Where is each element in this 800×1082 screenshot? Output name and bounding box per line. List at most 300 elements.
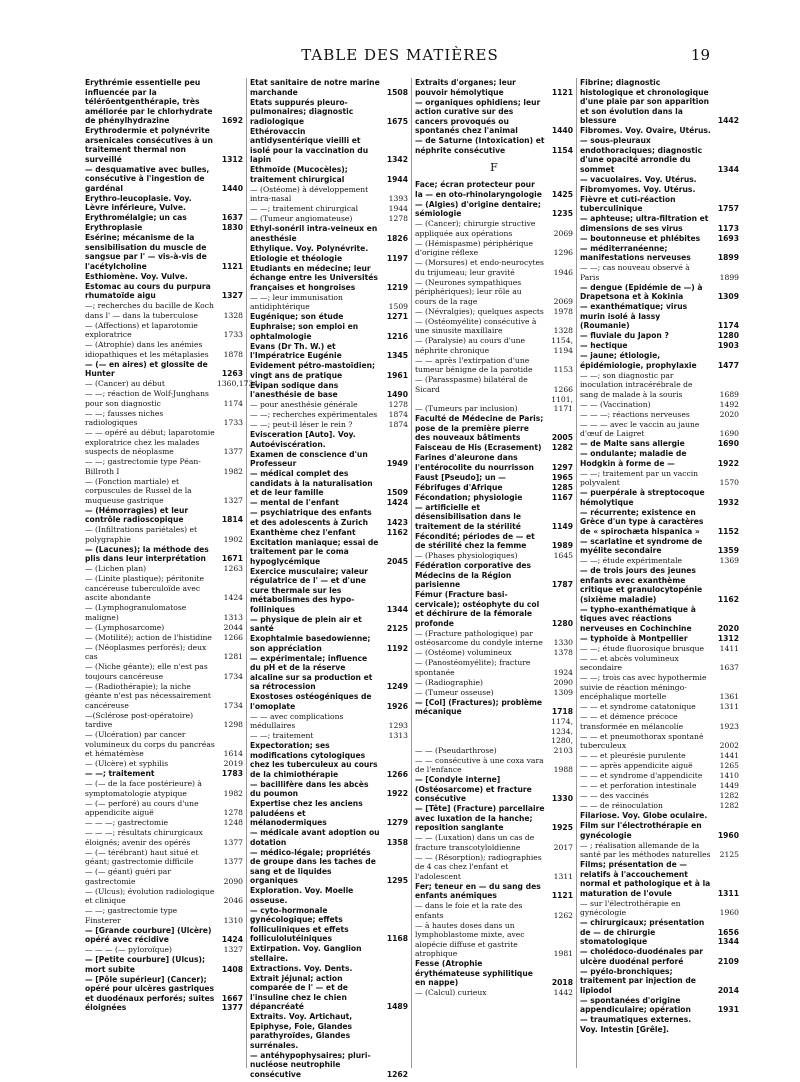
index-entry xyxy=(250,293,408,312)
entry-text: — —; son diagnostic par inoculation intracérébrale de sang de malade à la souris xyxy=(580,370,693,399)
entry-page-ref: 1174 xyxy=(717,321,739,330)
entry-page-ref: 1154 xyxy=(551,145,573,155)
entry-text: — (Lymphosarcome) xyxy=(85,622,165,632)
index-entry xyxy=(580,634,739,644)
entry-page-ref: 2014 xyxy=(717,985,739,995)
entry-text: — (Fracture pathologique) par ostéosarcome du condyle interne xyxy=(415,628,543,647)
entry-text: — —; cas nouveau observé à Paris xyxy=(580,263,690,282)
entry-text: — typhoïde à Montpellier xyxy=(580,633,688,643)
entry-text: Evipan sodique dans l'anesthésie de base xyxy=(250,380,339,399)
entry-page-ref: 1310 xyxy=(223,915,243,925)
index-entry xyxy=(85,643,243,662)
entry-text: — ; réalisation allemande de la santé par les méthodes naturelles xyxy=(580,840,711,859)
entry-text: — cyto-hormonale gynécologique; effets folliculiniques et effets folliculolutéiniques xyxy=(250,905,349,943)
entry-text: Film sur l'électrothérapie en gynécologie xyxy=(580,821,702,840)
entry-page-ref: 1219 xyxy=(386,282,408,292)
entry-page-ref: 1278 xyxy=(388,214,408,223)
entry-page-ref: 1656 1344 xyxy=(717,927,739,946)
entry-page-ref: 1489 xyxy=(386,1002,408,1011)
entry-page-ref: 1733 xyxy=(223,330,243,339)
index-entry xyxy=(250,254,408,264)
entry-text: Fièvre et cuti-réaction tuberculinique xyxy=(580,194,676,213)
index-entry xyxy=(85,633,243,643)
index-entry xyxy=(580,449,739,468)
entry-page-ref: 1965 xyxy=(551,472,573,482)
index-entry xyxy=(250,78,408,97)
entry-text: — —; recherches expérimentales xyxy=(250,410,378,419)
entry-text: Ethylique. Voy. Polynévrite. xyxy=(250,243,369,253)
index-entry xyxy=(415,775,573,804)
index-entry xyxy=(85,213,243,223)
entry-page-ref: 1981 xyxy=(553,949,573,958)
entry-text: — — des vaccinés xyxy=(580,791,649,800)
index-entry xyxy=(580,967,739,996)
entry-page-ref: 1285 xyxy=(551,482,573,492)
index-entry xyxy=(250,361,408,380)
entry-text: — —; traitement xyxy=(85,769,155,778)
index-entry xyxy=(85,389,243,408)
entry-text: — (Ulcus); évolution radiologique et clinique xyxy=(85,886,215,905)
entry-text: — scarlatine et syndrome de myélite secondaire xyxy=(580,536,703,555)
entry-page-ref: 1508 xyxy=(386,87,408,97)
entry-text: Expectoration; ses modifications cytologiques chez les tuberculeux au cours de la chimiothérapie xyxy=(250,741,378,779)
entry-page-ref: 1393 xyxy=(388,194,408,203)
entry-page-ref: 1440 xyxy=(551,126,573,135)
entry-page-ref: 2125 xyxy=(386,624,408,633)
entry-text: Fédération corporative des Médecins de la Région parisienne xyxy=(415,561,532,589)
entry-text: — dans le foie et la rate des enfants xyxy=(415,901,523,920)
entry-text: — (Néoplasmes perforés); deux cas xyxy=(85,642,207,661)
entry-text: — physique de plein air et santé xyxy=(250,614,362,633)
index-entry xyxy=(580,331,739,341)
entry-page-ref: 1192 xyxy=(386,643,408,653)
entry-text: — [Condyle interne] (Ostéosarcome) et fracture consécutive xyxy=(415,775,532,803)
entry-page-ref: 1946 xyxy=(553,267,573,277)
index-entry xyxy=(580,801,739,811)
index-entry xyxy=(580,566,739,604)
index-entry xyxy=(415,833,573,852)
entry-page-ref: 1295 xyxy=(386,876,408,885)
entry-text: — boutonneuse et phlébites xyxy=(580,233,701,243)
entry-page-ref: 1280 xyxy=(717,331,739,340)
entry-text: — — — avec le vaccin au jaune d'œuf de Laigret xyxy=(580,419,700,438)
index-entry xyxy=(250,410,408,420)
index-entry xyxy=(580,899,739,918)
entry-text: —; recherches du bacille de Koch dans l' — dans la tuberculose xyxy=(85,301,214,320)
entry-text: — (Motilité); action de l'histidine xyxy=(85,632,212,642)
entry-text: — — avec complications médullaires xyxy=(250,711,344,730)
index-entry xyxy=(85,818,243,828)
entry-page-ref: 1923 xyxy=(719,721,739,731)
entry-text: Fibromyomes. Voy. Utérus. xyxy=(580,184,696,194)
entry-page-ref: 1408 xyxy=(221,964,243,974)
entry-text: Face; écran protecteur pour la — en oto-rhinolaryngologie xyxy=(415,180,542,199)
section-letter: F xyxy=(490,161,498,174)
entry-page-ref: 1424 xyxy=(223,593,243,602)
entry-text: Evisceration [Auto]. Voy. Autoéviscération. xyxy=(250,430,356,449)
entry-page-ref: 1312 xyxy=(717,633,739,643)
index-entry xyxy=(580,439,739,449)
index-columns xyxy=(82,78,742,1079)
entry-text: Films; présentation de — relatifs à l'accouchement normal et pathologique et à la maturation de l'ovule xyxy=(580,860,711,898)
entry-text: Euphraise; son emploi en ophtalmologie xyxy=(250,322,359,341)
index-entry xyxy=(415,698,573,717)
entry-text: — chirurgicaux; présentation de — de chirurgie stomatologique xyxy=(580,918,705,946)
index-entry xyxy=(415,590,573,628)
entry-page-ref: 1926 xyxy=(386,701,408,711)
entry-text: — [Petite courbure] (Ulcus); mort subite xyxy=(85,955,205,974)
entry-text: Esthiomène. Voy. Vulve. xyxy=(85,271,188,281)
entry-text: Fécondation; physiologie xyxy=(415,492,523,502)
entry-page-ref: 1278 xyxy=(223,808,243,817)
entry-text: Fesse (Atrophie érythémateuse syphilitique en nappe) xyxy=(415,959,533,987)
index-entry xyxy=(580,947,739,966)
entry-text: — (Ulcération) par cancer volumineux du corps du pancréas et hématémèse xyxy=(85,730,215,758)
entry-text: — (— de la face postérieure) à symptomatologie atypique xyxy=(85,779,202,798)
entry-text: — traumatiques externes. Voy. Intestin [Grêle]. xyxy=(580,1015,692,1034)
entry-text: Extraits. Voy. Artichaut, Epiphyse, Foie, Glandes parathyroïdes, Glandes surrénales. xyxy=(250,1012,353,1050)
entry-text: — récurrente; existence en Grèce d'un type à caractères de « spirochæta hispanica » xyxy=(580,507,704,536)
index-entry xyxy=(580,185,739,195)
entry-page-ref: 1173 xyxy=(717,223,739,233)
entry-text: — (Panostéomyélite); fracture spontanée xyxy=(415,658,531,677)
entry-text: Expertise chez les anciens paludéens et mélanodermiques xyxy=(250,799,363,827)
index-entry xyxy=(250,741,408,779)
index-entry xyxy=(250,322,408,341)
entry-page-ref: 1167 xyxy=(551,492,573,502)
index-entry xyxy=(580,860,739,898)
entry-text: — [Tête] (Fracture) parcellaire avec luxation de la hanche; reposition sanglante xyxy=(415,804,545,832)
entry-page-ref: 1814 xyxy=(221,515,243,524)
entry-page-ref: 1311 xyxy=(717,888,739,898)
entry-page-ref: 1424 xyxy=(221,935,243,944)
entry-text: — — opéré au début; laparotomie exploratrice chez les malades suspects de néoplasme xyxy=(85,428,215,456)
index-entry xyxy=(580,410,739,420)
entry-text: Faculté de Médecine de Paris; pose de la première pierre des nouveaux bâtiments xyxy=(415,414,544,442)
entry-page-ref: 1377 xyxy=(223,447,243,456)
index-entry xyxy=(415,561,573,590)
entry-text: Exploration. Voy. Moelle osseuse. xyxy=(250,886,354,905)
entry-text: Fécondité; périodes de — et de stérilité chez la femme xyxy=(415,531,535,550)
entry-text: — (Tumeur angiomateuse) xyxy=(250,214,353,223)
entry-page-ref: 1313 xyxy=(388,731,408,740)
entry-page-ref: 1266 xyxy=(386,769,408,779)
index-entry xyxy=(250,654,408,692)
entry-page-ref: 1280 xyxy=(551,618,573,628)
entry-text: — —; traitement xyxy=(250,731,314,740)
entry-text: — (— térébrant) haut situé et géant; gastrectomie difficile xyxy=(85,847,199,866)
index-entry xyxy=(85,78,243,126)
entry-text: Fémur (Fracture basi-cervicale); ostéophyte du col et déchirure de la fémorale profonde xyxy=(415,590,540,628)
entry-page-ref: 1509 xyxy=(386,488,408,497)
index-column-2 xyxy=(247,78,412,1079)
entry-text: — — — (— pyloroïque) xyxy=(85,945,172,954)
entry-text: — pyélo-bronchiques; traitement par injection de lipiodol xyxy=(580,966,696,995)
entry-text: — (Hémispasme) périphérique d'origine réflexe xyxy=(415,238,533,257)
entry-text: — (Atrophie) dans les anémies idiopathiques et les métaplasies xyxy=(85,340,209,359)
entry-page-ref: 1248 xyxy=(223,818,243,827)
entry-page-ref: 1262 xyxy=(553,910,573,920)
index-entry xyxy=(85,759,243,769)
index-entry xyxy=(250,1012,408,1050)
entry-text: Excitation maniaque; essai de traitement par le coma hypoglycémique xyxy=(250,537,379,566)
entry-text: Exostoses ostéogéniques de l'omoplate xyxy=(250,692,372,711)
index-entry xyxy=(250,567,408,615)
entry-page-ref: 1988 xyxy=(553,765,573,774)
index-entry xyxy=(580,136,739,174)
index-entry xyxy=(415,804,573,833)
entry-text: — (Cancer) au début xyxy=(85,379,165,388)
index-entry xyxy=(85,194,243,213)
entry-page-ref: 1931 xyxy=(717,1005,739,1014)
index-entry xyxy=(250,1051,408,1080)
entry-page-ref: 2090 xyxy=(223,876,243,886)
entry-page-ref: 1718 xyxy=(551,707,573,716)
index-entry xyxy=(580,469,739,488)
entry-page-ref: 1690 xyxy=(717,439,739,448)
entry-page-ref: 1344 xyxy=(717,164,739,174)
entry-page-ref: 1637 xyxy=(221,213,243,222)
entry-text: Filariose. Voy. Globe oculaire. xyxy=(580,811,708,820)
index-entry xyxy=(250,615,408,634)
index-entry xyxy=(250,342,408,361)
entry-text: — (Ulcère) et syphilis xyxy=(85,759,169,768)
entry-page-ref: 1874 xyxy=(388,410,408,419)
entry-text: — [Col] (Fractures); problème mécanique xyxy=(415,697,543,716)
entry-page-ref: 2002 xyxy=(719,741,739,750)
entry-page-ref: 1989 xyxy=(551,541,573,550)
entry-page-ref: 1153 xyxy=(553,365,573,374)
index-entry xyxy=(250,964,408,974)
entry-text: — (Parasspasme) bilatéral de Sicard xyxy=(415,375,528,394)
index-entry xyxy=(580,841,739,860)
entry-page-ref: 1757 xyxy=(717,204,739,213)
entry-text: — (Lichen plan) xyxy=(85,564,147,573)
entry-text: — — et abcès volumineux secondaire xyxy=(580,653,679,672)
entry-page-ref: 1903 xyxy=(717,341,739,350)
entry-page-ref: 1121 xyxy=(221,261,243,271)
entry-page-ref: 1490 xyxy=(386,390,408,399)
entry-page-ref: 2017 xyxy=(553,842,573,852)
entry-text: — (Ostéomyélite) consécutive à une sinusite maxillaire xyxy=(415,316,537,335)
entry-page-ref: 1249 xyxy=(386,682,408,691)
entry-text: Fer; teneur en — du sang des enfants anémiques xyxy=(415,881,541,900)
entry-page-ref: 1154, 1194 xyxy=(551,336,573,355)
index-entry xyxy=(250,508,408,527)
entry-text: — (Infiltrations pariétales) et polygraphie xyxy=(85,525,198,544)
entry-text: — typho-exanthématique à tiques avec réactions nerveuses en Cochinchine xyxy=(580,604,696,633)
entry-text: Ethérovaccin antidysentérique vieilli et isolé pour la vaccination du lapin xyxy=(250,126,369,164)
index-entry xyxy=(580,244,739,263)
index-entry xyxy=(85,662,243,681)
index-entry xyxy=(580,175,739,185)
entry-page-ref: 1282 xyxy=(551,443,573,452)
entry-text: — — après appendicite aiguë xyxy=(580,761,693,770)
entry-page-ref: 1293 xyxy=(388,721,408,730)
entry-text: — médicale avant adoption ou dotation xyxy=(250,828,380,847)
entry-text: Extractions. Voy. Dents. xyxy=(250,963,353,973)
entry-page-ref: 1297 xyxy=(551,462,573,472)
entry-text: — (Ostéome) à développement intra-nasal xyxy=(250,184,369,203)
entry-text: Erythro-leucoplasie. Voy. Lèvre inférieure, Vulve. xyxy=(85,193,192,212)
entry-page-ref: 1734 xyxy=(223,700,243,710)
entry-text: — (Phases physiologiques) xyxy=(415,551,518,560)
entry-text: — — —; réactions nerveuses xyxy=(580,409,690,419)
entry-text: — —; traitement par un vaccin polyvalent xyxy=(580,468,699,487)
entry-text: Etiologie et théologie xyxy=(250,253,343,263)
entry-page-ref: 1311 xyxy=(719,702,739,711)
index-entry xyxy=(580,702,739,712)
entry-text: — (Algies) d'origine dentaire; sémiologie xyxy=(415,199,541,218)
index-entry xyxy=(250,469,408,498)
index-entry xyxy=(415,473,573,483)
index-entry xyxy=(415,375,573,394)
index-entry xyxy=(415,717,573,755)
entry-page-ref: 1152 xyxy=(717,526,739,536)
entry-text: — mental de l'enfant xyxy=(250,498,339,507)
entry-text: — (Neurones sympathiques périphériques); leur rôle au cours de la rage xyxy=(415,277,522,306)
entry-text: Ethmoïde (Mucocèles); traitement chirurgical xyxy=(250,165,348,184)
index-entry xyxy=(580,302,739,331)
entry-page-ref: 1327 xyxy=(221,291,243,300)
index-entry xyxy=(580,761,739,771)
entry-text: — — (Vaccination) xyxy=(580,399,651,409)
entry-page-ref: 1216 xyxy=(386,331,408,341)
entry-page-ref: 1298 xyxy=(223,720,243,729)
index-entry xyxy=(85,799,243,818)
entry-text: Exanthème chez l'enfant xyxy=(250,527,356,537)
index-entry xyxy=(85,126,243,164)
index-column-4 xyxy=(577,78,742,1068)
entry-page-ref: 1263 xyxy=(221,369,243,378)
entry-text: — de trois jours des jeunes enfants avec exanthème critique et granulocytopénie (sixième maladie) xyxy=(580,566,703,604)
entry-page-ref: 2020 xyxy=(717,623,739,633)
entry-page-ref: 1441 xyxy=(719,751,739,760)
entry-page-ref: 1924 xyxy=(553,667,573,677)
entry-text: Esérine; mécanisme de la sensibilisation du muscle de sangsue par l' — vis-à-vis de l'acétylcholine xyxy=(85,233,207,271)
entry-page-ref: 1449 xyxy=(719,781,739,790)
entry-text: — [Pôle supérieur] (Cancer); opéré pour ulcères gastriques et duodénaux perforés; suites éloignées xyxy=(85,974,215,1012)
index-entry xyxy=(415,629,573,648)
entry-text: — pour anesthésie générale xyxy=(250,400,358,409)
index-entry xyxy=(415,493,573,503)
entry-text: Evidement pétro-mastoïdien; vingt ans de pratique xyxy=(250,361,376,380)
entry-text: Etat sanitaire de notre marine marchande xyxy=(250,78,380,97)
index-entry xyxy=(415,688,573,698)
entry-text: — psychiatrique des enfants et des adolescents à Zurich xyxy=(250,508,372,527)
entry-text: — (— géant) guéri par gastrectomie xyxy=(85,867,171,886)
entry-page-ref: 1101, 1171 xyxy=(551,394,573,413)
entry-text: — (Tumeur osseuse) xyxy=(415,687,494,697)
index-entry xyxy=(415,219,573,238)
entry-page-ref: 1121 xyxy=(551,87,573,97)
entry-text: — —; étude expérimentale xyxy=(580,556,683,565)
entry-text: — médico-légale; propriétés de groupe dans les taches de sang et de liquides organiques xyxy=(250,847,376,885)
index-entry xyxy=(415,959,573,988)
entry-text: Extirpation. Voy. Ganglion stellaire. xyxy=(250,944,362,963)
entry-text: — —; gastrectomie type Finsterer xyxy=(85,906,178,925)
index-entry xyxy=(85,360,243,379)
entry-page-ref: 1328 xyxy=(553,326,573,335)
entry-text: — (Linite plastique); péritonite cancéreuse tuberculoïde avec ascite abondante xyxy=(85,574,204,602)
entry-page-ref: 1960 xyxy=(717,830,739,840)
entry-text: — — —; résultats chirurgicaux éloignés; avenir des opérés xyxy=(85,828,203,847)
entry-page-ref: 1961 xyxy=(386,370,408,380)
entry-text: — à hautes doses dans un lymphoblastome mixte, avec alopécie diffuse et gastrite atrophique xyxy=(415,920,525,958)
index-entry xyxy=(250,264,408,293)
entry-page-ref: 2005 xyxy=(551,433,573,442)
entry-page-ref: 1265 xyxy=(719,761,739,770)
index-entry xyxy=(415,453,573,472)
index-entry xyxy=(415,988,573,998)
entry-text: — (Radiographie) xyxy=(415,677,483,687)
index-entry xyxy=(85,457,243,476)
entry-text: — —; traitement chirurgical xyxy=(250,204,359,213)
entry-text: — exanthématique; virus murin isolé à Iassy (Roumanie) xyxy=(580,302,688,330)
entry-text: Erythrodermie et polynévrite arsenicales consécutives à un traitement thermal non surveillé xyxy=(85,126,213,164)
index-column-3 xyxy=(412,78,577,1068)
entry-text: Exercice musculaire; valeur régulatrice de l' — et d'une cure thermale sur les métabolismes des hypo-folliniques xyxy=(250,566,369,614)
entry-page-ref: 1330 xyxy=(551,794,573,803)
entry-page-ref: 1570 xyxy=(719,478,739,487)
entry-text: — organiques ophidiens; leur action curative sur des cancers provoqués ou spontanés chez l'animal xyxy=(415,97,541,135)
index-entry xyxy=(580,918,739,947)
entry-text: Examen de conscience d'un Professeur xyxy=(250,449,368,468)
index-entry xyxy=(580,732,739,751)
index-entry xyxy=(415,239,573,258)
index-entry xyxy=(580,605,739,634)
entry-page-ref: 1442 xyxy=(717,116,739,125)
index-entry xyxy=(580,537,739,556)
index-entry xyxy=(85,165,243,194)
index-entry xyxy=(580,811,739,821)
entry-text: — (Névralgies); quelques aspects xyxy=(415,306,544,316)
entry-page-ref: 2045 xyxy=(386,556,408,566)
index-entry xyxy=(580,781,739,791)
index-entry xyxy=(250,204,408,214)
entry-page-ref: 1311 xyxy=(553,871,573,881)
index-entry xyxy=(85,906,243,925)
index-entry xyxy=(415,443,573,453)
index-entry xyxy=(415,258,573,277)
entry-text: — (— perforé) au cours d'une appendicite aiguë xyxy=(85,798,199,817)
index-entry xyxy=(580,234,739,244)
entry-page-ref: 1440 xyxy=(221,183,243,193)
entry-page-ref: 1492 xyxy=(719,399,739,409)
index-entry xyxy=(85,848,243,867)
entry-text: — (— en aires) et glossite de Hunter xyxy=(85,359,208,378)
entry-page-ref: 1899 xyxy=(717,253,739,262)
index-entry xyxy=(85,769,243,779)
entry-text: Eugénique; son étude xyxy=(250,312,344,321)
entry-text: — — après l'extirpation d'une tumeur bénigne de la parotide xyxy=(415,355,533,374)
entry-page-ref: 1278 xyxy=(388,400,408,409)
index-entry xyxy=(85,945,243,955)
index-entry xyxy=(415,678,573,688)
index-entry xyxy=(250,98,408,127)
index-entry xyxy=(85,926,243,945)
entry-text: — — de réinoculation xyxy=(580,801,663,810)
index-entry xyxy=(415,336,573,355)
index-entry xyxy=(415,483,573,493)
page-number: 19 xyxy=(690,46,710,64)
entry-text: — — et démence précoce transformée en mélancolie xyxy=(580,712,684,731)
entry-text: — dengue (Epidémie de —) à Drapetsona et à Kokinia xyxy=(580,282,703,301)
entry-page-ref: 1344 xyxy=(386,604,408,614)
entry-page-ref: 1949 xyxy=(386,459,408,468)
entry-text: Fibromes. Voy. Ovaire, Utérus. xyxy=(580,126,711,135)
index-entry xyxy=(250,944,408,963)
